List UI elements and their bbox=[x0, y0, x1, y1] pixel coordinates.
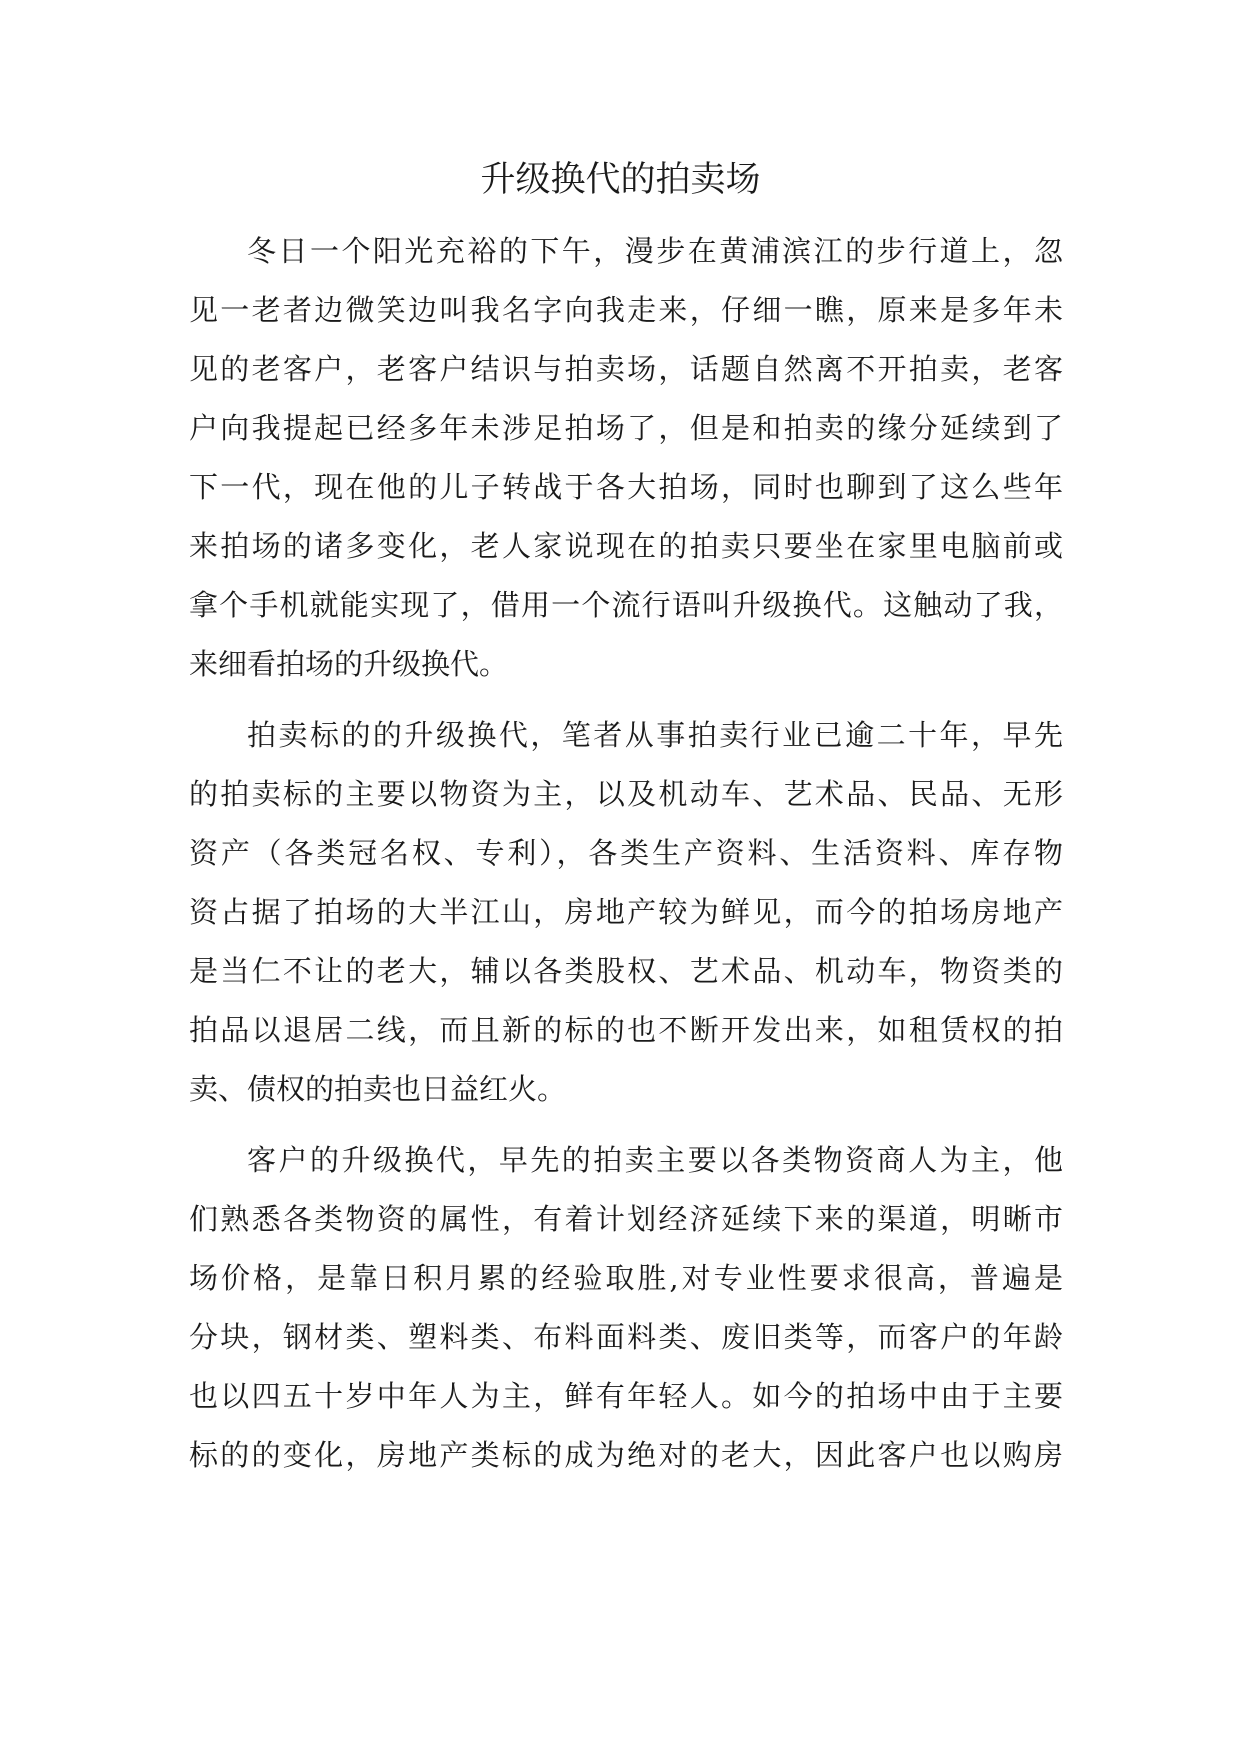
paragraph bbox=[189, 1131, 1063, 1485]
paragraph bbox=[189, 706, 1063, 1119]
paragraph-line: 客户的升级换代，早先的拍卖主要以各类物资商人为主，他 bbox=[247, 1143, 1063, 1177]
paragraph-line: 拍卖标的的升级换代，笔者从事拍卖行业已逾二十年，早先 bbox=[247, 718, 1063, 752]
paragraph-line: 下一代，现在他的儿子转战于各大拍场，同时也聊到了这么些年 bbox=[189, 470, 1063, 504]
paragraph-line: 来细看拍场的升级换代。 bbox=[189, 647, 509, 681]
document-title: 升级换代的拍卖场 bbox=[480, 160, 761, 200]
paragraph-line: 是当仁不让的老大，辅以各类股权、艺术品、机动车，物资类的 bbox=[189, 954, 1063, 988]
paragraph-line: 的拍卖标的主要以物资为主，以及机动车、艺术品、民品、无形 bbox=[189, 777, 1063, 811]
paragraph-line: 们熟悉各类物资的属性，有着计划经济延续下来的渠道，明晰市 bbox=[189, 1202, 1063, 1236]
paragraph bbox=[189, 222, 1063, 694]
paragraph-line: 拍品以退居二线，而且新的标的也不断开发出来，如租赁权的拍 bbox=[189, 1013, 1063, 1047]
paragraph-line: 户向我提起已经多年未涉足拍场了，但是和拍卖的缘分延续到了 bbox=[189, 411, 1063, 445]
paragraph-line: 资产（各类冠名权、专利），各类生产资料、生活资料、库存物 bbox=[189, 836, 1063, 870]
paragraph-line: 冬日一个阳光充裕的下午，漫步在黄浦滨江的步行道上，忽 bbox=[247, 234, 1063, 268]
paragraph-line: 标的的变化，房地产类标的成为绝对的老大，因此客户也以购房 bbox=[189, 1438, 1063, 1472]
paragraph-line: 也以四五十岁中年人为主，鲜有年轻人。如今的拍场中由于主要 bbox=[189, 1379, 1063, 1413]
paragraph-line: 见一老者边微笑边叫我名字向我走来，仔细一瞧，原来是多年未 bbox=[189, 293, 1063, 327]
paragraph-line: 拿个手机就能实现了，借用一个流行语叫升级换代。这触动了我， bbox=[189, 588, 1063, 622]
paragraph-line: 资占据了拍场的大半江山，房地产较为鲜见，而今的拍场房地产 bbox=[189, 895, 1063, 929]
paragraph-line: 卖、债权的拍卖也日益红火。 bbox=[189, 1072, 567, 1106]
paragraph-line: 场价格，是靠日积月累的经验取胜,对专业性要求很高，普遍是 bbox=[189, 1261, 1063, 1295]
paragraph-line: 见的老客户，老客户结识与拍卖场，话题自然离不开拍卖，老客 bbox=[189, 352, 1063, 386]
document-body bbox=[189, 222, 1063, 1497]
paragraph-line: 分块，钢材类、塑料类、布料面料类、废旧类等，而客户的年龄 bbox=[189, 1320, 1063, 1354]
paragraph-line: 来拍场的诸多变化，老人家说现在的拍卖只要坐在家里电脑前或 bbox=[189, 529, 1063, 563]
